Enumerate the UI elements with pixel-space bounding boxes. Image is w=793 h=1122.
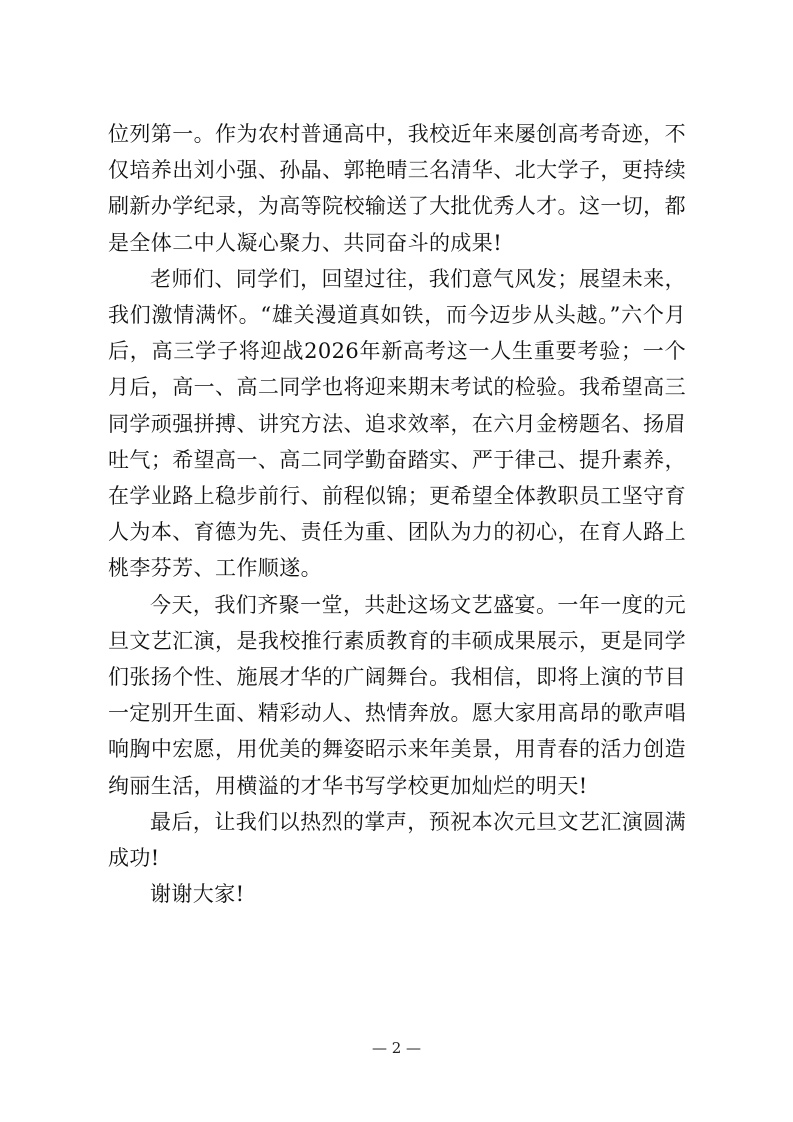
paragraph-3: 今天，我们齐聚一堂，共赴这场文艺盛宴。一年一度的元旦文艺汇演，是我校推行素质教育的丰硕成果展示，更是同学们张扬个性、施展才华的广阔舞台。我相信，即将上演的节目一定别开生面、精彩动人、热情奔放。愿大家用高昂的歌声唱响胸中宏愿，用优美的舞姿昭示来年美景，用青春的活力创造绚丽生活，用横溢的才华书写学校更加灿烂的明天! xyxy=(108,592,686,798)
paragraph-5: 谢谢大家! xyxy=(150,882,245,907)
document-body xyxy=(108,116,686,912)
page-number: — 2 — xyxy=(371,1039,422,1057)
paragraph-2: 老师们、同学们，回望过往，我们意气风发；展望未来，我们激情满怀。“雄关漫道真如铁，而今迈步从头越。”六个月后，高三学子将迎战2026年新高考这一人生重要考验；一个月后，高一、高二同学也将迎来期末考试的检验。我希望高三同学顽强拼搏、讲究方法、追求效率，在六月金榜题名、扬眉吐气；希望高一、高二同学勤奋踏实、严于律己、提升素养，在学业路上稳步前行、前程似锦；更希望全体教职员工坚守育人为本、育德为先、责任为重、团队为力的初心，在育人路上桃李芬芳、工作顺遂。 xyxy=(108,266,686,581)
paragraph-1: 位列第一。作为农村普通高中，我校近年来屡创高考奇迹，不仅培养出刘小强、孙晶、郭艳晴三名清华、北大学子，更持续刷新办学纪录，为高等院校输送了大批优秀人才。这一切，都是全体二中人凝心聚力、共同奋斗的成果! xyxy=(108,122,686,255)
paragraph-4: 最后，让我们以热烈的掌声，预祝本次元旦文艺汇演圆满成功! xyxy=(108,809,686,871)
